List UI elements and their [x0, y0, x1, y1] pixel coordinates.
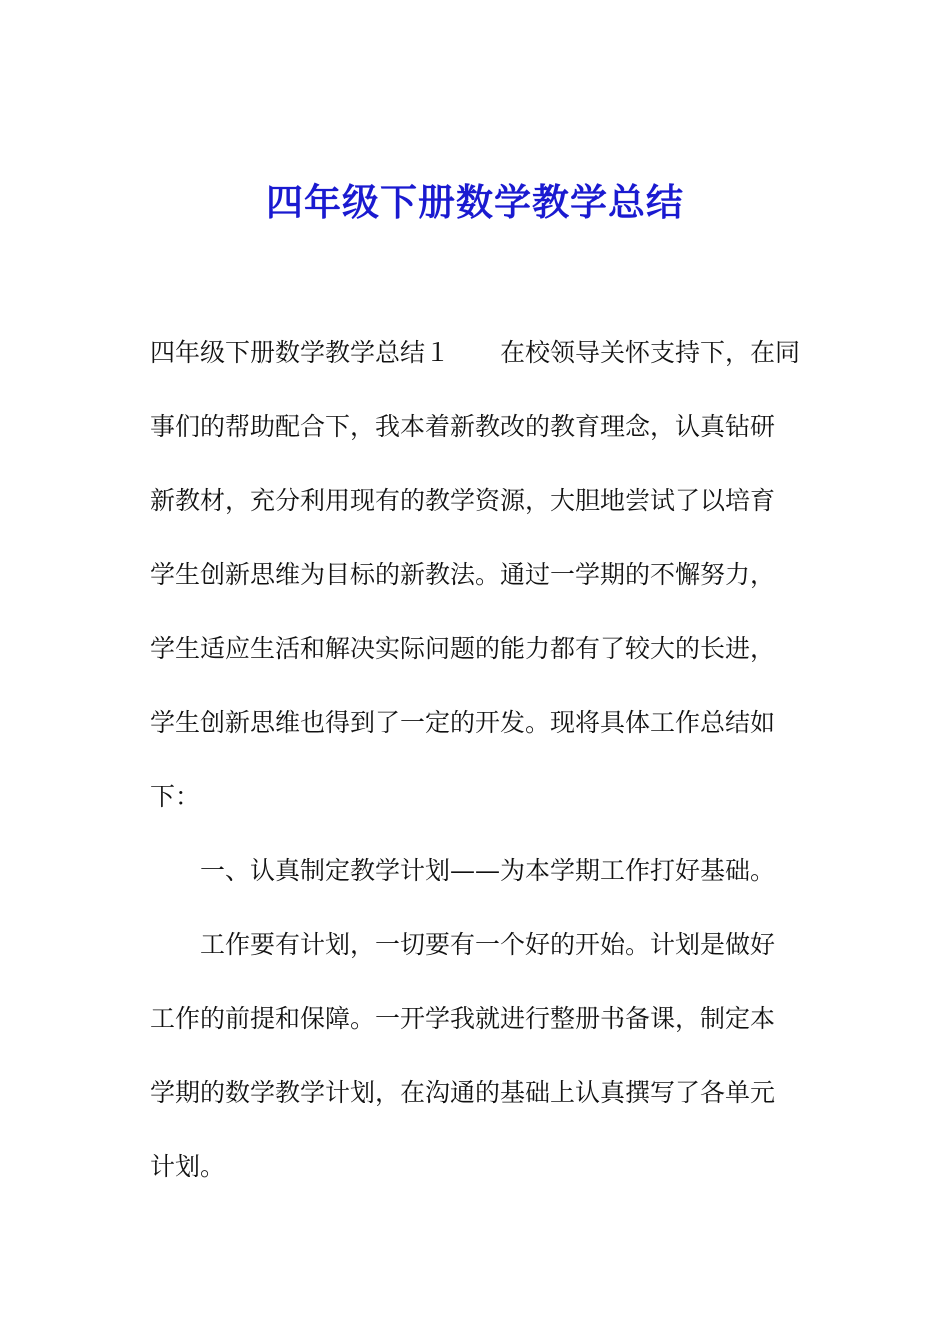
body-line-6: 学生创新思维也得到了一定的开发。现将具体工作总结如 — [150, 708, 776, 737]
body-line-11: 学期的数学教学计划，在沟通的基础上认真撰写了各单元 — [150, 1078, 776, 1107]
body-line-3: 新教材，充分利用现有的教学资源，大胆地尝试了以培育 — [150, 486, 776, 515]
body-line-7: 下： — [150, 782, 201, 811]
body-line-1: 四年级下册数学教学总结１ 在校领导关怀支持下，在同 — [150, 338, 801, 367]
body-line-5: 学生适应生活和解决实际问题的能力都有了较大的长进， — [150, 634, 776, 663]
section-heading-1: 一、认真制定教学计划——为本学期工作打好基础。 — [200, 856, 776, 885]
body-line-12: 计划。 — [150, 1152, 226, 1181]
body-line-9: 工作要有计划，一切要有一个好的开始。计划是做好 — [200, 930, 776, 959]
body-line-4: 学生创新思维为目标的新教法。通过一学期的不懈努力， — [150, 560, 776, 589]
document-title: 四年级下册数学教学总结 — [266, 180, 684, 224]
body-line-2: 事们的帮助配合下，我本着新教改的教育理念，认真钻研 — [150, 412, 776, 441]
body-line-10: 工作的前提和保障。一开学我就进行整册书备课，制定本 — [150, 1004, 776, 1033]
document-body — [150, 316, 810, 1204]
